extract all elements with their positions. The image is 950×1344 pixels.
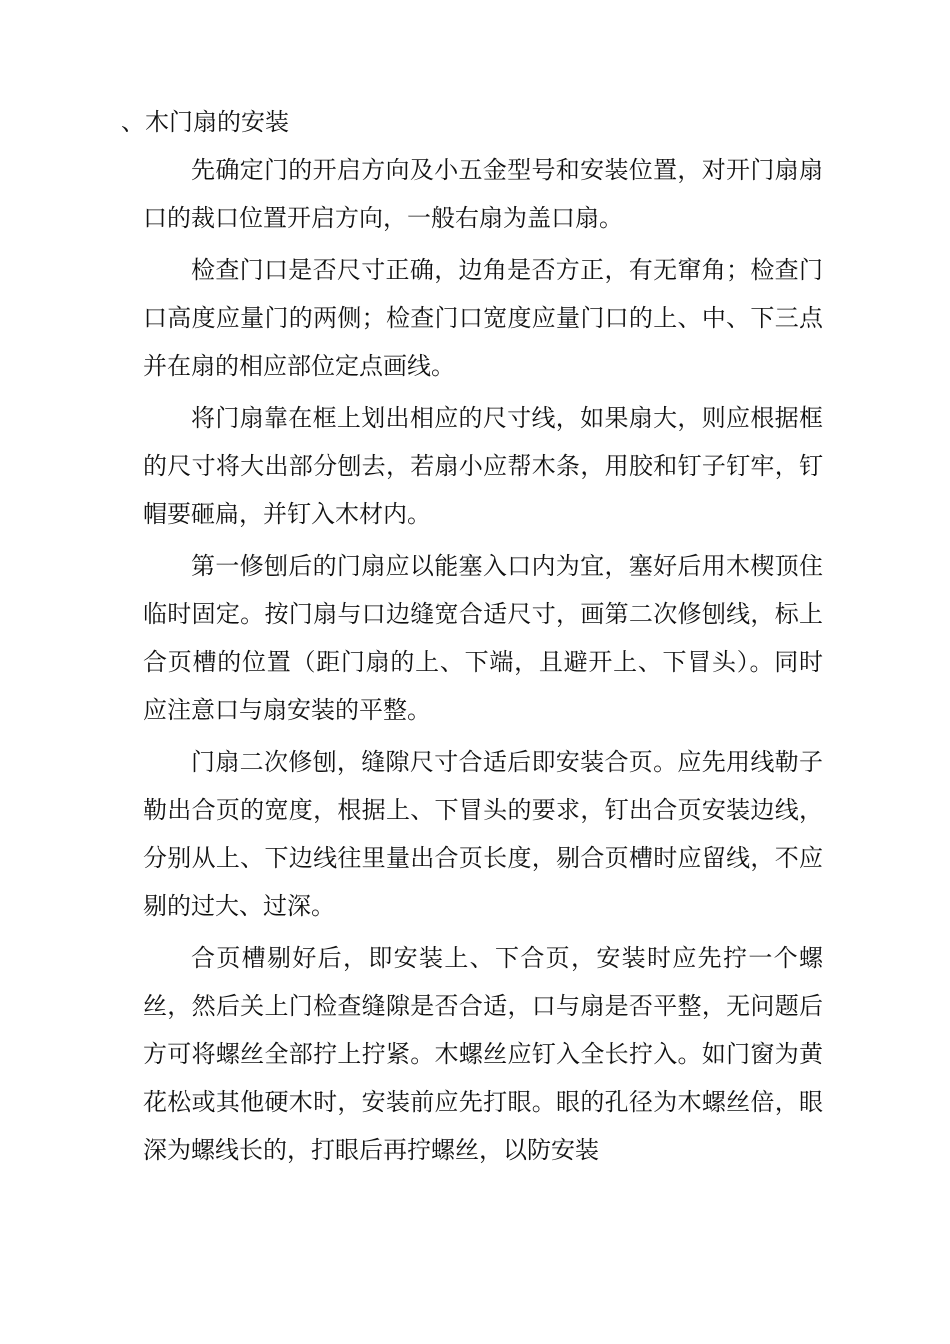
paragraph-1: 先确定门的开启方向及小五金型号和安装位置，对开门扇扇口的裁口位置开启方向，一般右扇为盖口扇。	[143, 156, 823, 232]
paragraph-5: 门扇二次修刨，缝隙尺寸合适后即安装合页。应先用线勒子勒出合页的宽度，根据上、下冒头的要求，钉出合页安装边线，分别从上、下边线往里量出合页长度，剔合页槽时应留线，不应剔的过大、过深。	[143, 748, 823, 920]
paragraph-3: 将门扇靠在框上划出相应的尺寸线，如果扇大，则应根据框的尺寸将大出部分刨去，若扇小应帮木条，用胶和钉子钉牢，钉帽要砸扁，并钉入木材内。	[143, 404, 823, 528]
paragraph-2: 检查门口是否尺寸正确，边角是否方正，有无窜角；检查门口高度应量门的两侧；检查门口宽度应量门口的上、中、下三点并在扇的相应部位定点画线。	[143, 256, 823, 380]
paragraph-6: 合页槽剔好后，即安装上、下合页，安装时应先拧一个螺丝，然后关上门检查缝隙是否合适，口与扇是否平整，无问题后方可将螺丝全部拧上拧紧。木螺丝应钉入全长拧入。如门窗为黄花松或其他硬木时，安装前应先打眼。眼的孔径为木螺丝倍，眼深为螺线长的，打眼后再拧螺丝，以防安装	[143, 944, 823, 1164]
section-heading: 、木门扇的安装	[121, 108, 289, 136]
document-body	[121, 98, 823, 1178]
paragraph-4: 第一修刨后的门扇应以能塞入口内为宜，塞好后用木楔顶住临时固定。按门扇与口边缝宽合适尺寸，画第二次修刨线，标上合页槽的位置（距门扇的上、下端，且避开上、下冒头）。同时应注意口与扇安装的平整。	[143, 552, 823, 724]
